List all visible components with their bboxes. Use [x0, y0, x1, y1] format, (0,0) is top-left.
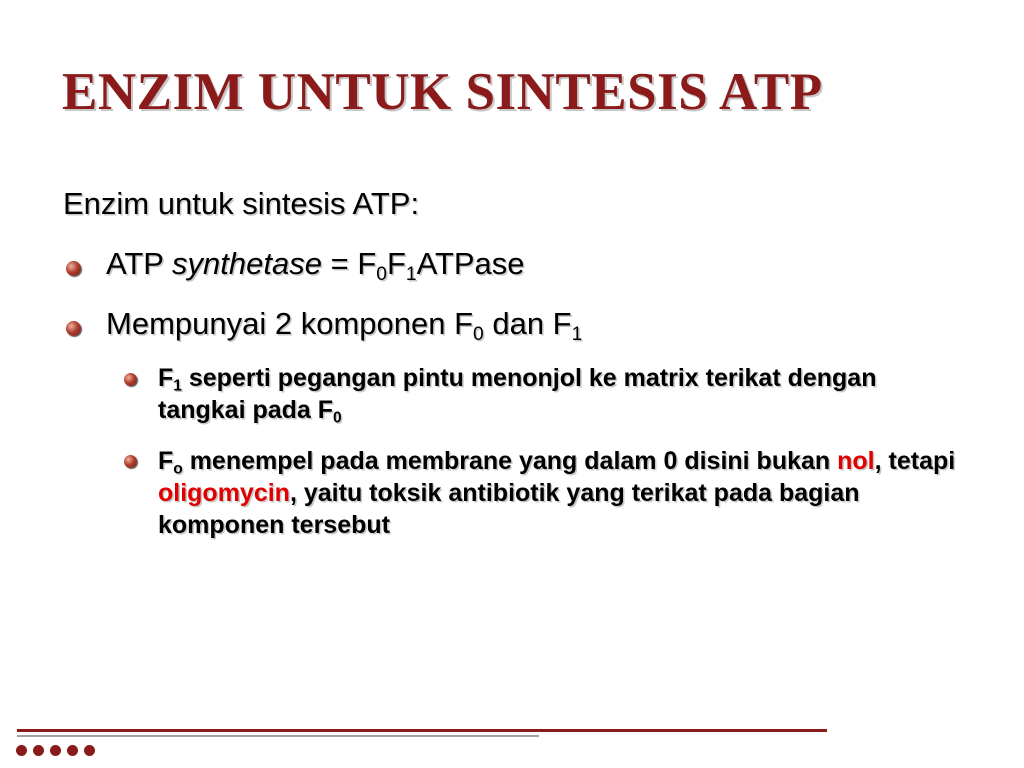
footer-dot: [16, 745, 27, 756]
sub-bullet-icon: [124, 455, 137, 468]
bullet-atp-synthetase: ATP synthetase = $F_0F_1ATPase$: [106, 246, 525, 285]
bullet-icon: [66, 321, 81, 336]
slide-title: ENZIM UNTUK SINTESIS ATP: [62, 63, 823, 121]
bullet-komponen: Mempunyai 2 komponen $F_0$ dan $F_1$: [106, 306, 583, 345]
sub-bullet-icon: [124, 373, 137, 386]
highlight-oligomycin: oligomycin: [158, 479, 290, 507]
footer-dot: [67, 745, 78, 756]
sub-bullet-f1: $F_1$ seperti pegangan pintu menonjol ke matrix terikat dengan tangkai pada $F_0$: [158, 364, 877, 427]
footer-dot: [50, 745, 61, 756]
sub-bullet-fo: $F_o$ menempel pada membrane yang dalam 0 disini bukan nol, tetapi oligomycin, yaitu toksik antibiotik yang terikat pada bagian komponen tersebut: [158, 447, 956, 539]
footer-dot: [33, 745, 44, 756]
footer-dots: [16, 745, 95, 756]
highlight-nol: nol: [837, 447, 875, 475]
section-heading: Enzim untuk sintesis ATP:: [63, 186, 420, 221]
bullet-icon: [66, 261, 81, 276]
footer-line-dark: [17, 729, 827, 732]
footer-dot: [84, 745, 95, 756]
footer-line-gray: [17, 735, 539, 737]
